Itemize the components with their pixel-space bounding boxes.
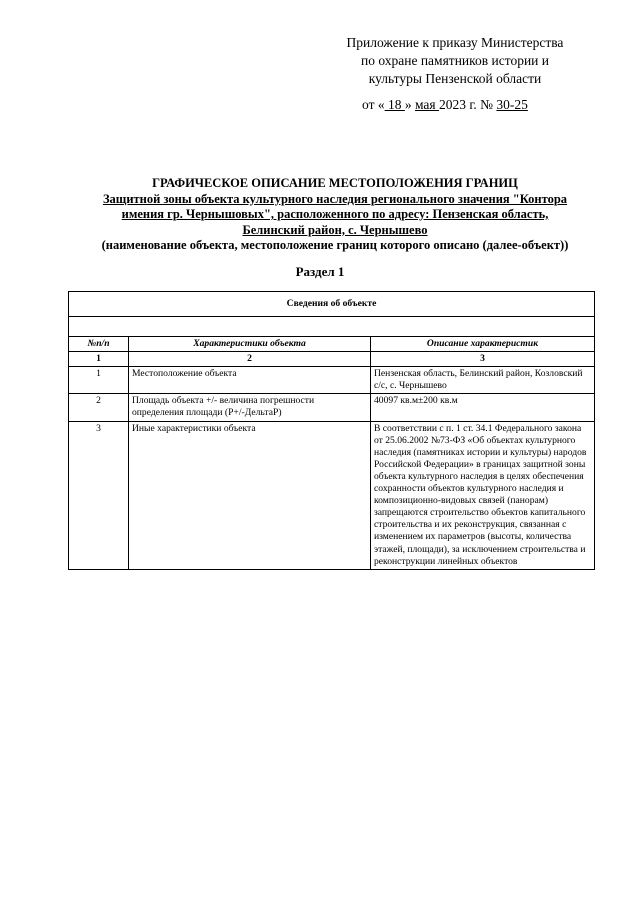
- title-line-1: ГРАФИЧЕСКОЕ ОПИСАНИЕ МЕСТОПОЛОЖЕНИЯ ГРАНИЦ: [152, 176, 518, 190]
- table-header-row: [69, 337, 595, 352]
- order-separator: »: [404, 97, 415, 112]
- object-info-table: [68, 291, 595, 570]
- order-reference: [362, 97, 528, 113]
- row-characteristic: Иные характеристики объекта: [129, 421, 371, 569]
- title-line-2: Защитной зоны объекта культурного наследия регионального значения "Контора: [102, 191, 568, 206]
- row-characteristic: Площадь объекта +/- величина погрешности определения площади (Р+/-ДельтаР): [129, 394, 371, 421]
- row-num: 3: [69, 421, 129, 569]
- title-line-3: имения гр. Чернышовых", расположенного по адресу: Пензенская область,: [121, 207, 549, 221]
- order-year: 2023 г. №: [439, 97, 497, 112]
- table-row: [69, 367, 595, 394]
- order-month: мая: [414, 97, 440, 112]
- title-line-5: (наименование объекта, местоположение границ которого описано (далее-объект)): [101, 238, 569, 252]
- row-num: 2: [69, 394, 129, 421]
- colnum-1: 1: [69, 352, 129, 367]
- row-num: 1: [69, 367, 129, 394]
- approval-line-3: культуры Пензенской области: [368, 71, 542, 86]
- colnum-3: 3: [371, 352, 595, 367]
- table-row: [69, 421, 595, 569]
- table-caption-row: [69, 292, 595, 317]
- row-characteristic: Местоположение объекта: [129, 367, 371, 394]
- header-characteristic: Характеристики объекта: [129, 337, 371, 352]
- colnum-2: 2: [129, 352, 371, 367]
- table-spacer: [69, 317, 595, 337]
- row-description: 40097 кв.м±200 кв.м: [371, 394, 595, 421]
- row-description: Пензенская область, Белинский район, Козловский с/с, с. Чернышево: [371, 367, 595, 394]
- order-prefix: от «: [362, 97, 385, 112]
- header-description: Описание характеристик: [371, 337, 595, 352]
- approval-block: [330, 34, 580, 88]
- table-row: [69, 394, 595, 421]
- table-caption: Сведения об объекте: [69, 292, 595, 317]
- section-heading: Раздел 1: [295, 264, 345, 279]
- table-colnum-row: [69, 352, 595, 367]
- order-number: 30-25: [496, 97, 528, 112]
- row-description: В соответствии с п. 1 ст. 34.1 Федерального закона от 25.06.2002 №73-ФЗ «Об объектах культурного наследия (памятниках истории и культуры) народов Российской Федерации» в границах защитной зоны объекта культурного наследия в целях обеспечения сохранности объектов культурного наследия и композиционно-видовых связей (панорам) запрещаются строительство объектов капитального строительства и их реконструкция, связанная с изменением их параметров (высоты, количества этажей, площади), за исключением строительства и реконструкции линейных объектов: [371, 421, 595, 569]
- title-line-4: Белинский район, с. Чернышево: [242, 222, 428, 237]
- approval-line-2: по охране памятников истории и: [360, 53, 550, 68]
- document-title: [80, 176, 590, 254]
- approval-line-1: Приложение к приказу Министерства: [346, 35, 564, 50]
- header-num: №п/п: [69, 337, 129, 352]
- order-day: 18: [384, 97, 405, 112]
- table-spacer-row: [69, 317, 595, 337]
